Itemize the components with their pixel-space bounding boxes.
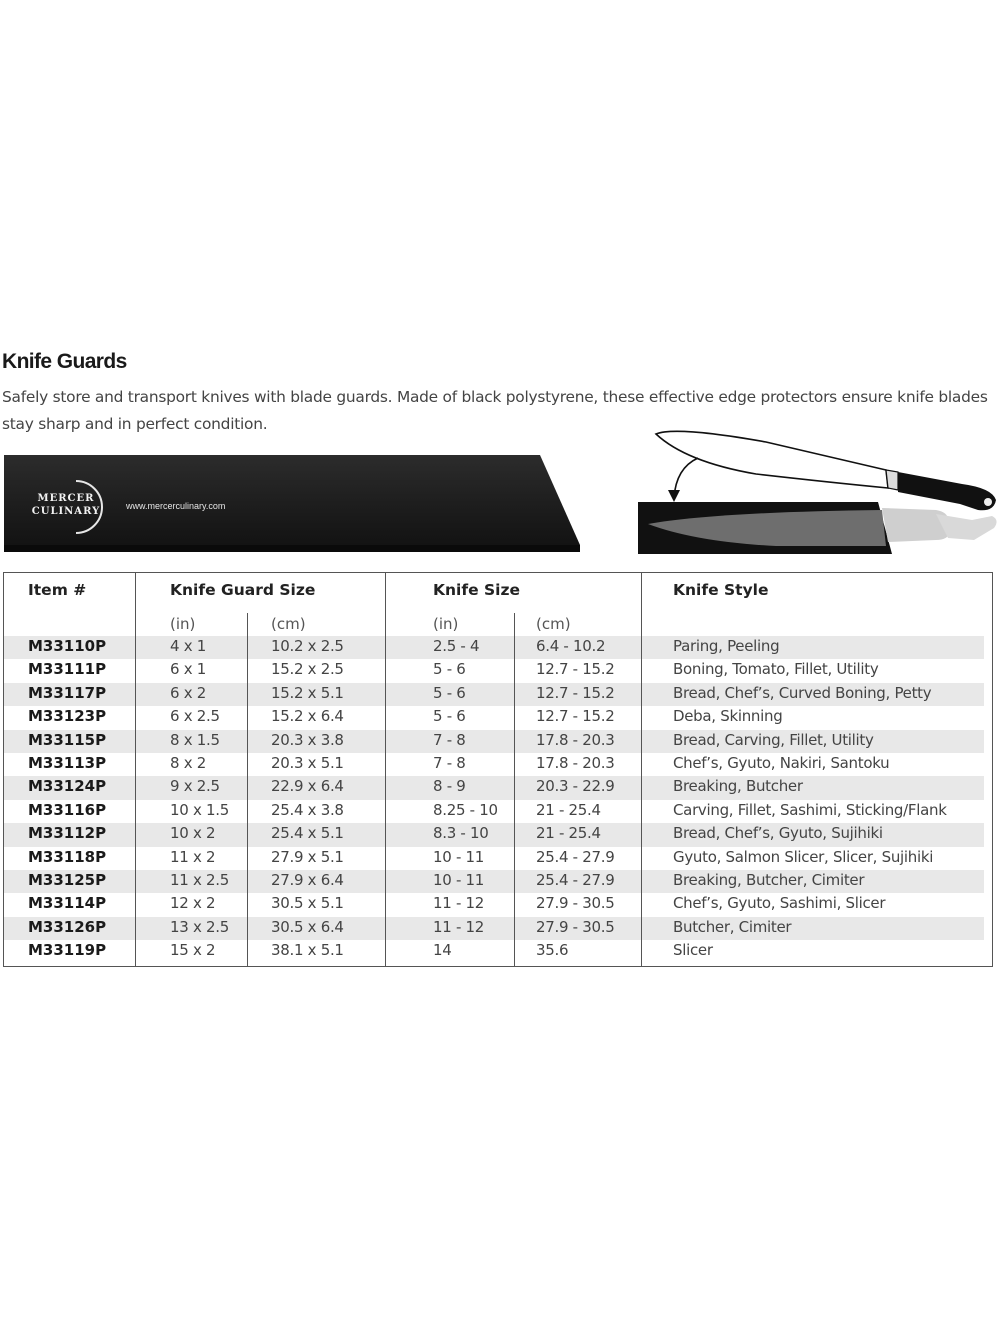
cell-knife-cm: 27.9 - 30.5 xyxy=(536,894,615,913)
cell-knife-cm: 6.4 - 10.2 xyxy=(536,637,606,655)
cell-knife-cm: 21 - 25.4 xyxy=(536,800,601,819)
table-row xyxy=(4,870,984,893)
unit-guard-cm: (cm) xyxy=(271,615,306,633)
cell-item: M33118P xyxy=(28,847,107,866)
table-row xyxy=(4,823,984,846)
cell-guard-cm: 25.4 x 3.8 xyxy=(271,800,344,819)
cell-knife-in: 7 - 8 xyxy=(433,754,466,772)
cell-item: M33125P xyxy=(28,871,107,889)
cell-knife-cm: 35.6 xyxy=(536,941,569,960)
cell-guard-in: 6 x 1 xyxy=(170,660,207,679)
knife-guard-table xyxy=(3,572,993,967)
cell-knife-style: Breaking, Butcher, Cimiter xyxy=(673,871,865,889)
cell-item: M33119P xyxy=(28,941,107,960)
cell-knife-cm: 17.8 - 20.3 xyxy=(536,754,615,772)
cell-item: M33110P xyxy=(28,637,107,655)
cell-knife-in: 5 - 6 xyxy=(433,660,466,679)
cell-knife-in: 5 - 6 xyxy=(433,707,466,726)
cell-knife-in: 8 - 9 xyxy=(433,777,466,796)
cell-guard-cm: 15.2 x 2.5 xyxy=(271,660,344,679)
cell-item: M33115P xyxy=(28,730,107,749)
cell-knife-in: 8.25 - 10 xyxy=(433,800,498,819)
cell-knife-style: Butcher, Cimiter xyxy=(673,917,792,936)
cell-item: M33116P xyxy=(28,800,107,819)
table-row xyxy=(4,730,984,753)
cell-knife-style: Breaking, Butcher xyxy=(673,777,803,796)
cell-knife-in: 8.3 - 10 xyxy=(433,824,489,843)
header-knife-style: Knife Style xyxy=(673,581,769,599)
cell-item: M33114P xyxy=(28,894,107,913)
table-row xyxy=(4,683,984,706)
cell-knife-style: Bread, Chef’s, Curved Boning, Petty xyxy=(673,683,932,702)
page-description: Safely store and transport knives with blade guards. Made of black polystyrene, these effective edge protectors ensure knife blades stay sharp and in perfect condition. xyxy=(2,388,988,433)
cell-knife-in: 10 - 11 xyxy=(433,871,485,889)
cell-guard-in: 6 x 2 xyxy=(170,683,207,702)
cell-knife-style: Slicer xyxy=(673,941,713,960)
cell-guard-in: 8 x 1.5 xyxy=(170,730,220,749)
cell-knife-style: Paring, Peeling xyxy=(673,637,780,655)
cell-item: M33126P xyxy=(28,917,107,936)
cell-guard-cm: 22.9 x 6.4 xyxy=(271,777,344,796)
header-guard-size: Knife Guard Size xyxy=(170,581,316,599)
cell-guard-in: 12 x 2 xyxy=(170,894,216,913)
cell-knife-style: Bread, Carving, Fillet, Utility xyxy=(673,730,874,749)
cell-knife-style: Deba, Skinning xyxy=(673,707,783,726)
table-row xyxy=(4,893,984,916)
cell-knife-cm: 12.7 - 15.2 xyxy=(536,707,615,726)
cell-knife-cm: 12.7 - 15.2 xyxy=(536,683,615,702)
logo-line-2: CULINARY xyxy=(31,506,101,517)
cell-item: M33113P xyxy=(28,754,107,772)
cell-knife-style: Chef’s, Gyuto, Nakiri, Santoku xyxy=(673,754,890,772)
cell-knife-style: Gyuto, Salmon Slicer, Slicer, Sujihiki xyxy=(673,847,934,866)
cell-knife-cm: 20.3 - 22.9 xyxy=(536,777,615,796)
cell-item: M33124P xyxy=(28,777,107,796)
cell-guard-in: 6 x 2.5 xyxy=(170,707,220,726)
mercer-logo xyxy=(26,478,116,536)
cell-knife-style: Boning, Tomato, Fillet, Utility xyxy=(673,660,879,679)
cell-knife-cm: 25.4 - 27.9 xyxy=(536,847,615,866)
knife-guard-image xyxy=(4,455,580,552)
cell-guard-in: 8 x 2 xyxy=(170,754,207,772)
cell-knife-in: 5 - 6 xyxy=(433,683,466,702)
cell-guard-cm: 27.9 x 5.1 xyxy=(271,847,344,866)
cell-guard-cm: 30.5 x 6.4 xyxy=(271,917,344,936)
cell-guard-cm: 30.5 x 5.1 xyxy=(271,894,344,913)
cell-knife-in: 10 - 11 xyxy=(433,847,485,866)
table-row xyxy=(4,847,984,870)
cell-guard-in: 11 x 2.5 xyxy=(170,871,229,889)
table-row xyxy=(4,636,984,659)
cell-guard-cm: 15.2 x 6.4 xyxy=(271,707,344,726)
cell-guard-cm: 27.9 x 6.4 xyxy=(271,871,344,889)
cell-knife-cm: 27.9 - 30.5 xyxy=(536,917,615,936)
cell-knife-in: 11 - 12 xyxy=(433,917,485,936)
logo-line-1: MERCER xyxy=(37,493,95,504)
table-row xyxy=(4,940,984,963)
cell-item: M33117P xyxy=(28,683,107,702)
cell-guard-in: 15 x 2 xyxy=(170,941,216,960)
cell-guard-in: 13 x 2.5 xyxy=(170,917,229,936)
cell-knife-cm: 12.7 - 15.2 xyxy=(536,660,615,679)
table-row xyxy=(4,753,984,776)
cell-item: M33111P xyxy=(28,660,107,679)
cell-guard-in: 10 x 2 xyxy=(170,824,216,843)
cell-knife-cm: 25.4 - 27.9 xyxy=(536,871,615,889)
cell-guard-cm: 15.2 x 5.1 xyxy=(271,683,344,702)
cell-item: M33123P xyxy=(28,707,107,726)
table-row xyxy=(4,917,984,940)
cell-guard-in: 10 x 1.5 xyxy=(170,800,229,819)
table-row xyxy=(4,776,984,799)
cell-knife-cm: 21 - 25.4 xyxy=(536,824,601,843)
cell-guard-cm: 20.3 x 5.1 xyxy=(271,754,344,772)
cell-knife-style: Chef’s, Gyuto, Sashimi, Slicer xyxy=(673,894,886,913)
cell-knife-in: 7 - 8 xyxy=(433,730,466,749)
cell-guard-cm: 38.1 x 5.1 xyxy=(271,941,344,960)
cell-guard-cm: 10.2 x 2.5 xyxy=(271,637,344,655)
unit-knife-cm: (cm) xyxy=(536,615,571,633)
header-item: Item # xyxy=(28,581,87,599)
cell-guard-in: 11 x 2 xyxy=(170,847,216,866)
cell-knife-in: 2.5 - 4 xyxy=(433,637,480,655)
cell-knife-in: 11 - 12 xyxy=(433,894,485,913)
unit-knife-in: (in) xyxy=(433,615,459,633)
cell-item: M33112P xyxy=(28,824,107,843)
guard-url: www.mercerculinary.com xyxy=(126,501,226,511)
cell-knife-style: Carving, Fillet, Sashimi, Sticking/Flank xyxy=(673,800,947,819)
header-knife-size: Knife Size xyxy=(433,581,521,599)
cell-knife-in: 14 xyxy=(433,941,452,960)
cell-knife-style: Bread, Chef’s, Gyuto, Sujihiki xyxy=(673,824,883,843)
unit-guard-in: (in) xyxy=(170,615,196,633)
cell-knife-cm: 17.8 - 20.3 xyxy=(536,730,615,749)
cell-guard-cm: 20.3 x 3.8 xyxy=(271,730,344,749)
cell-guard-cm: 25.4 x 5.1 xyxy=(271,824,344,843)
table-row xyxy=(4,659,984,682)
cell-guard-in: 4 x 1 xyxy=(170,637,207,655)
cell-guard-in: 9 x 2.5 xyxy=(170,777,220,796)
table-row xyxy=(4,800,984,823)
knife-in-guard-illustration xyxy=(636,428,1000,556)
page-title: Knife Guards xyxy=(2,350,127,373)
table-row xyxy=(4,706,984,729)
